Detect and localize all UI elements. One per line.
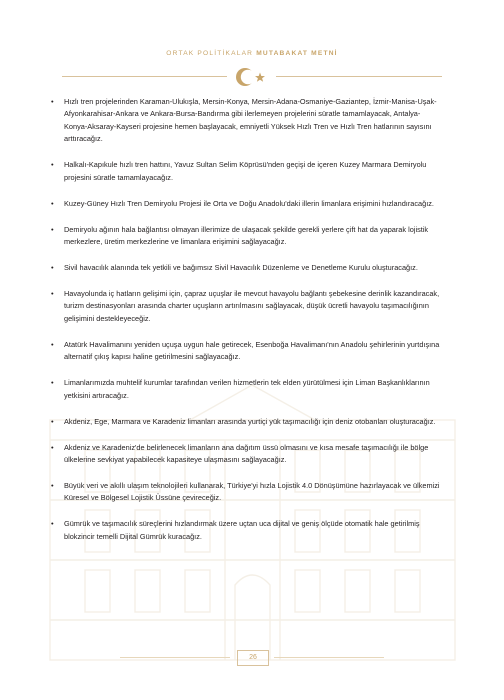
list-item — [51, 442, 442, 467]
list-item — [51, 159, 442, 184]
header-title-bold: MUTABAKAT METNİ — [256, 50, 338, 57]
header-rule-left — [62, 76, 227, 77]
list-item — [51, 262, 442, 274]
list-item-text: Limanlarımızda muhtelif kurumlar tarafından verilen hizmetlerin tek elden yürütülmesi için Liman Başkanlıklarının yetkisini artıracağız. — [64, 378, 430, 400]
list-item-text: Hızlı tren projelerinden Karaman-Ulukışla, Mersin-Konya, Mersin-Adana-Osmaniye-Gaziantep, İzmir-Manisa-Uşak-Afyonkarahisar-Ankara ve Ankara-Bursa-Bandırma gibi ilerlemeyen projelerini süratle tamamlayacak, Antalya-Konya-Aksaray-Kayseri projesine hemen başlayacak, emniyetli Yüksek Hızlı Tren ve Hızlı Tren hatlarının sayısını arttıracağız. — [64, 97, 437, 144]
list-item — [51, 96, 442, 146]
footer-rule-right — [274, 657, 384, 658]
header-rule-right — [276, 76, 442, 77]
page-number: 26 — [237, 650, 269, 666]
list-item-text: Kuzey-Güney Hızlı Tren Demiryolu Projesi ile Orta ve Doğu Anadolu'daki illerin limanlara erişimini hızlandıracağız. — [64, 198, 434, 208]
bullet-marker: • — [51, 263, 54, 273]
list-item-text: Halkalı-Kapıkule hızlı tren hattını, Yavuz Sultan Selim Köprüsü'nden geçişi de içeren Kuzey Marmara Demiryolu projesini süratle tamamlayacağız. — [64, 160, 427, 182]
list-item — [51, 339, 442, 364]
bullet-marker: • — [51, 378, 54, 388]
list-item-text: Gümrük ve taşımacılık süreçlerini hızlandırmak üzere uçtan uca dijital ve geniş ölçüde otomatik hale getirilmiş blokzincir temelli Dijital Gümrük kuracağız. — [64, 519, 420, 541]
bullet-marker: • — [51, 97, 54, 106]
list-item — [51, 198, 442, 210]
list-item-text: Demiryolu ağının hala bağlantısı olmayan illerimize de ulaşacak şekilde gerekli yerlere çift hat da yaparak lojistik merkezlere, üretim merkezlerine ve limanlara erişimini sağlayacağız. — [64, 224, 429, 247]
bullet-marker: • — [51, 160, 54, 170]
list-item — [51, 416, 442, 428]
page-header — [0, 50, 504, 57]
list-item-text: Sivil havacılık alanında tek yetkili ve bağımsız Sivil Havacılık Düzenleme ve Denetleme Kurulu oluşturacağız. — [64, 263, 418, 273]
list-item-text: Büyük veri ve akıllı ulaşım teknolojileri kullanarak, Türkiye'yi hızla Lojistik 4.0 Dönüşümüne hazırlayacak ve ülkemizi Küresel ve Bölgesel Lojistik Üssüne çevireceğiz. — [64, 481, 440, 503]
list-item — [51, 224, 442, 249]
bullet-marker: • — [51, 198, 54, 208]
bullet-marker: • — [51, 224, 54, 234]
bullet-marker: • — [51, 416, 54, 426]
list-item-text: Havayolunda iç hatların gelişimi için, çapraz uçuşlar ile mevcut havayolu bağlantı şebekesine derinlik kazandıracak, turizm destinasyonları arasında charter uçuşların artırılmasını sağlayacak, düşük ücretli havayolu taşımacılığının gelişimini destekleyeceğiz. — [64, 289, 440, 323]
bullet-marker: • — [51, 442, 54, 452]
bullet-marker: • — [51, 339, 54, 349]
list-item — [51, 377, 442, 402]
bullet-marker: • — [51, 481, 54, 491]
policy-bullet-list — [51, 96, 442, 557]
list-item — [51, 518, 442, 543]
footer-rule-left — [120, 657, 230, 658]
crescent-star-icon — [229, 64, 273, 90]
list-item-text: Atatürk Havalimanını yeniden uçuşa uygun hale getirecek, Esenboğa Havalimanı'nın Anadolu şehirlerinin yurtdışına alternatif çıkış kapısı haline getirilmesini sağlayacağız. — [64, 339, 440, 362]
list-item-text: Akdeniz, Ege, Marmara ve Karadeniz limanları arasında yurtiçi yük taşımacılığı için deniz otobanları oluşturacağız. — [64, 416, 436, 426]
bullet-marker: • — [51, 519, 54, 529]
list-item-text: Akdeniz ve Karadeniz'de belirlenecek limanların ana dağıtım üssü olmasını ve kısa mesafe taşımacılığı ile bölge ülkelerine sevkiyat yapabilecek kapasiteye ulaşmasını sağlayacağız. — [64, 442, 429, 465]
header-title-light: ORTAK POLİTİKALAR — [166, 50, 254, 57]
bullet-marker: • — [51, 289, 54, 299]
list-item — [51, 288, 442, 325]
list-item — [51, 480, 442, 505]
